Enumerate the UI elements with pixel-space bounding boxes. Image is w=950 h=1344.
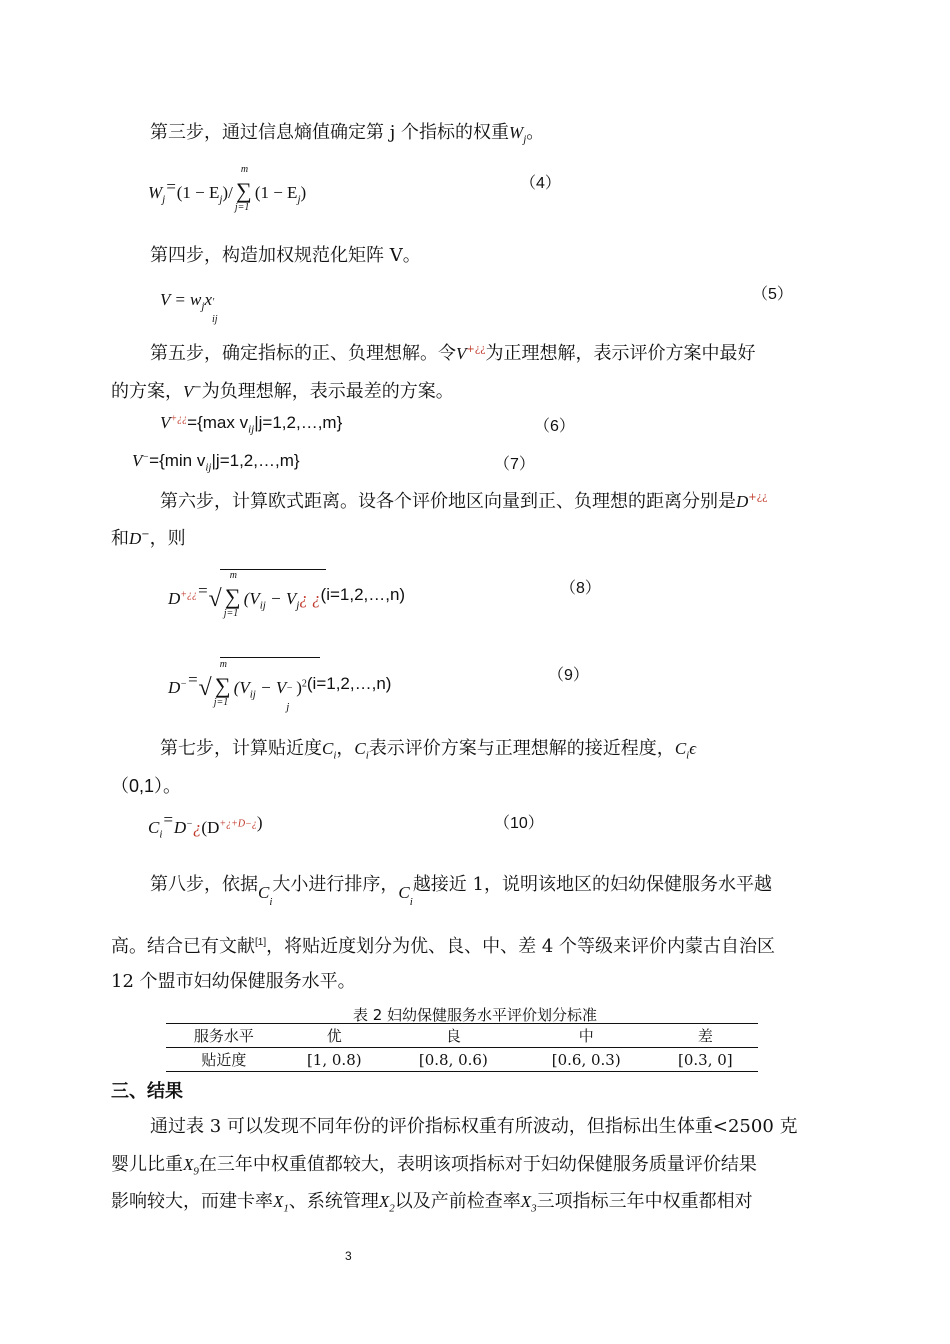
eq10-paren-sup: +¿+D−¿: [219, 818, 257, 830]
step5-line1: [150, 339, 756, 365]
equation-5-number: （5）: [752, 286, 793, 303]
step5-text2: 为正理想解，表示评价方案中最好: [485, 343, 756, 364]
eq7-v: V: [132, 451, 143, 470]
eq4-sum-bottom: j=1: [234, 202, 250, 213]
eq5-x-sub: ij: [212, 314, 218, 325]
step3-sub: j: [523, 133, 527, 146]
step6-var: D: [736, 492, 749, 511]
eq4-body2: (1 − E: [254, 183, 298, 202]
step7-c2: C: [354, 739, 366, 758]
eq8-sup: +¿¿: [180, 589, 198, 601]
eq9-body-sub: ij: [249, 688, 256, 701]
eq9-end: ): [296, 678, 302, 697]
eq9-mid-sup: −: [286, 683, 293, 694]
results-x1: X: [273, 1192, 284, 1211]
results-x2: X: [378, 1192, 390, 1211]
step8-c2-sub: i: [409, 895, 413, 908]
eq8-mid: − V: [265, 589, 297, 608]
step3-end: 。: [526, 122, 545, 143]
step8-c1-sub: i: [269, 895, 273, 908]
results-line3b: 、系统管理: [288, 1191, 379, 1212]
eq9-lhs: D: [168, 678, 181, 697]
results-line3d: 三项指标三年中权重都相对: [536, 1191, 753, 1212]
eq8-sum-top: m: [229, 570, 237, 581]
table-header-row: [166, 1024, 758, 1048]
eq4-sum: [233, 164, 255, 213]
eq9-sum-top: m: [219, 659, 227, 670]
step6-line2: [111, 524, 186, 550]
eq4-body1-sub: j: [219, 193, 223, 206]
eq9-sup: −: [180, 678, 188, 690]
equation-8: [168, 570, 406, 619]
eq10-end: ): [256, 813, 263, 832]
eq9-mid: − V: [255, 678, 287, 697]
step5-var: V: [456, 344, 467, 363]
table-cell: [0.6, 0.3): [551, 1050, 621, 1069]
step7-text2: ，: [336, 738, 355, 759]
equation-9-number: （9）: [548, 667, 589, 684]
equation-7: [132, 451, 300, 473]
step7-line2: （0,1）。: [111, 776, 182, 796]
step6-text1: 第六步，计算欧式距离。设各个评价地区向量到正、负理想的距离分别是: [160, 491, 736, 512]
step6-sup2: −: [141, 529, 150, 540]
step8-ref[interactable]: [1]: [255, 937, 267, 948]
results-x1-sub: 1: [283, 1202, 289, 1215]
equation-6: [160, 413, 342, 435]
eq9-end-sup: 2: [301, 678, 307, 690]
step8-c1: C: [258, 883, 270, 902]
equation-10-number: （10）: [494, 815, 544, 832]
eq10-d: D: [173, 818, 187, 837]
table-cell: [0.8, 0.6): [418, 1050, 488, 1069]
table-cell: [1, 0.8): [306, 1050, 362, 1069]
step7-c2-sub: i: [365, 749, 369, 762]
eq10-equals: =: [162, 810, 174, 829]
eq6-sup: +¿¿: [170, 413, 188, 425]
step6-var2: D: [129, 529, 142, 548]
eq8-tail: (i=1,2,…,n): [320, 585, 406, 604]
eq8-radical: √: [208, 586, 222, 612]
equation-5: [160, 290, 224, 325]
results-x3: X: [520, 1192, 532, 1211]
eq9-body: (V: [233, 678, 250, 697]
step5-line2b: 为负理想解，表示最差的方案。: [201, 381, 454, 402]
step8-line2: [111, 932, 775, 958]
step3-text: 第三步，通过信息熵值确定第 j 个指标的权重: [150, 122, 510, 143]
eq7-tail: |j=1,2,…,m}: [211, 451, 300, 470]
eq9-sum-sign: ∑: [214, 673, 231, 698]
eq4-lhs-sub: j: [162, 193, 166, 206]
eq7-sub: ij: [205, 461, 212, 474]
equation-7-number: （7）: [494, 456, 535, 473]
eq8-lhs: D: [168, 589, 181, 608]
eq9-sum: [212, 659, 234, 708]
results-line2a: 婴儿比重: [111, 1154, 183, 1175]
results-x2-sub: 2: [389, 1202, 395, 1215]
eq6-v: V: [160, 413, 171, 432]
header-cell: 良: [445, 1027, 461, 1045]
eq5-x: x: [204, 290, 212, 309]
eq10-lhs-sub: i: [159, 828, 163, 841]
step8-line2b: ，将贴近度划分为优、良、中、差 4 个等级来评价内蒙古自治区: [266, 936, 776, 957]
step5-sup2: −: [193, 382, 202, 393]
eq4-body2-sub: j: [297, 193, 301, 206]
eq7-sup: −: [142, 451, 150, 463]
step7-epsilon: ϵ: [689, 739, 697, 758]
eq6-tail: |j=1,2,…,m}: [254, 413, 343, 432]
step8-c2: C: [398, 883, 410, 902]
equation-4-number: （4）: [520, 175, 561, 192]
step5-line2a: 的方案，: [111, 381, 183, 402]
table-caption: 表 2 妇幼保健服务水平评价划分标准: [352, 1006, 598, 1024]
eq9-radical: √: [198, 675, 212, 701]
equation-9: [168, 659, 392, 713]
eq9-radical-bar: [220, 657, 320, 658]
step7-text3: 表示评价方案与正理想解的接近程度，: [368, 738, 675, 759]
eq9-equals: =: [187, 670, 199, 689]
results-line3: [111, 1187, 753, 1215]
results-line1: 通过表 3 可以发现不同年份的评价指标权重有所波动，但指标出生体重<2500 克: [150, 1116, 798, 1137]
step4-paragraph: 第四步，构造加权规范化矩阵 V。: [150, 245, 421, 266]
step6-sup: +¿¿: [748, 492, 768, 503]
eq4-body1: (1 − E: [176, 183, 220, 202]
section-heading: 三、结果: [111, 1081, 183, 1102]
eq6-sub: ij: [248, 423, 255, 436]
results-line2b: 在三年中权重值都较大，表明该项指标对于妇幼保健服务质量评价结果: [198, 1154, 757, 1175]
results-line3a: 影响较大，而建卡率: [111, 1191, 273, 1212]
eq5-text: V = w: [160, 290, 202, 309]
step8-text2: 大小进行排序，: [272, 874, 399, 895]
eq8-mid-sub: j: [296, 599, 300, 612]
eq4-sum-sign: ∑: [235, 178, 252, 203]
step5-var2: V: [183, 382, 194, 401]
eq8-equals: =: [197, 581, 209, 600]
eq5-w-sub: j: [201, 300, 205, 313]
table-row: [166, 1048, 758, 1072]
step6-line1: [160, 487, 767, 513]
eq8-sum: [222, 570, 244, 619]
table-cell: 贴近度: [201, 1051, 247, 1069]
eq4-sum-top: m: [240, 164, 249, 175]
equation-8-number: （8）: [560, 580, 601, 597]
results-line3c: 以及产前检查率: [394, 1191, 521, 1212]
step8-line3: 12 个盟市妇幼保健服务水平。: [111, 971, 356, 992]
eq7-body: ={min v: [149, 451, 206, 470]
eq8-red: ¿ ¿: [299, 589, 321, 608]
step3-paragraph: [150, 118, 544, 146]
step7-text1: 第七步，计算贴近度: [160, 738, 322, 759]
step8-text1: 第八步，依据: [150, 874, 258, 895]
results-x9-sub: 9: [193, 1165, 199, 1178]
step5-text1: 第五步，确定指标的正、负理想解。令: [150, 343, 456, 364]
step8-line2a: 高。结合已有文献: [111, 936, 255, 957]
step5-sup: +¿¿: [466, 344, 486, 355]
step6-line2a: 和: [111, 528, 129, 549]
equation-10: [148, 810, 263, 841]
header-cell: 服务水平: [193, 1027, 254, 1045]
eq9-mid-sub: j: [286, 701, 290, 713]
step8-text3: 越接近 1，说明该地区的妇幼保健服务水平越: [412, 874, 772, 895]
results-x3-sub: 3: [531, 1202, 537, 1215]
eq8-body: (V: [243, 589, 260, 608]
equation-6-number: （6）: [534, 418, 575, 435]
eq9-sum-bottom: j=1: [213, 697, 229, 708]
eq4-body2-end: ): [300, 183, 307, 202]
grade-table: [166, 1023, 758, 1072]
equation-4: [148, 164, 307, 213]
step3-var: W: [509, 123, 524, 142]
eq5-x-sup: ′: [212, 297, 215, 308]
table-cell: [0.3, 0]: [678, 1050, 733, 1069]
step8-line1: [150, 870, 772, 908]
results-x9: X: [183, 1155, 194, 1174]
eq8-sum-sign: ∑: [224, 584, 241, 609]
results-line2: [111, 1150, 757, 1178]
eq4-body1-end: )/: [222, 183, 233, 202]
eq4-lhs: W: [148, 183, 163, 202]
eq9-tail: (i=1,2,…,n): [306, 674, 392, 693]
eq10-d-sup: −: [186, 818, 193, 830]
eq8-radical-bar: [220, 569, 326, 570]
header-cell: 中: [578, 1027, 594, 1045]
step7-c1-sub: i: [333, 749, 337, 762]
eq10-paren: (D: [201, 818, 220, 837]
header-cell: 优: [326, 1027, 342, 1045]
step7-c3-sub: i: [686, 749, 690, 762]
step7-line1: [160, 734, 696, 762]
header-cell: 差: [697, 1027, 713, 1045]
page-number: 3: [345, 1249, 352, 1263]
eq10-lhs: C: [148, 818, 160, 837]
eq10-red: ¿: [192, 818, 202, 837]
eq8-body-sub: ij: [259, 599, 266, 612]
eq8-sum-bottom: j=1: [223, 608, 239, 619]
step5-line2: [111, 377, 454, 403]
step7-c3: C: [674, 739, 687, 758]
step7-c1: C: [322, 739, 334, 758]
eq4-equals: =: [165, 177, 177, 196]
step6-line2b: ，则: [149, 528, 186, 549]
eq6-body: ={max v: [187, 413, 249, 432]
